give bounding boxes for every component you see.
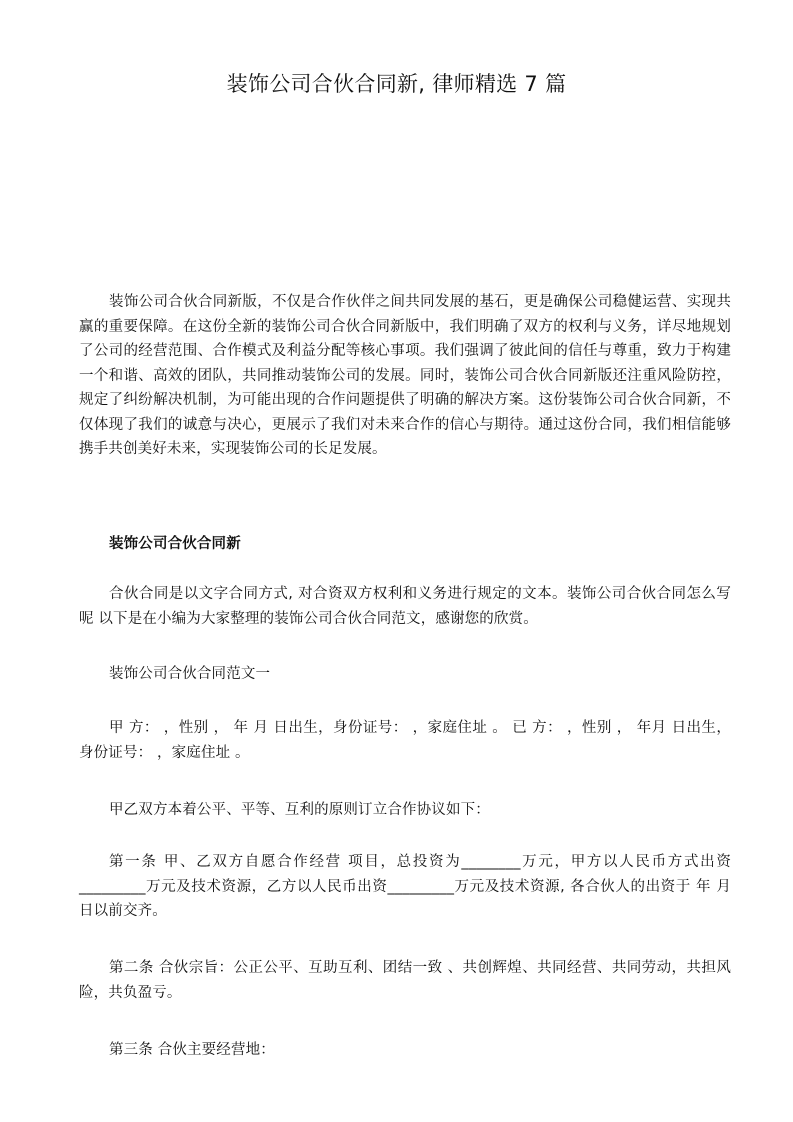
intro-paragraph: 装饰公司合伙合同新版，不仅是合作伙伴之间共同发展的基石，更是确保公司稳健运营、实现共赢的重要保障。在这份全新的装饰公司合伙合同新版中，我们明确了双方的权利与义务，详尽地规划了公司的经营范围、合作模式及利益分配等核心事项。我们强调了彼此间的信任与尊重，致力于构建一个和谐、高效的团队，共同推动装饰公司的发展。同时，装饰公司合伙合同新版还注重风险防控，规定了纠纷解决机制，为可能出现的合作问题提供了明确的解决方案。这份装饰公司合伙合同新，不仅体现了我们的诚意与决心，更展示了我们对未来合作的信心与期待。通过这份合同，我们相信能够携手共创美好未来，实现装饰公司的长足发展。 — [79, 294, 731, 457]
article-3: 第三条 合伙主要经营地： — [109, 1042, 275, 1058]
section-heading: 装饰公司合伙合同新 — [109, 536, 241, 552]
page-title: 装饰公司合伙合同新, 律师精选 7 篇 — [226, 72, 567, 96]
article-2: 第二条 合伙宗旨：公正公平、互助互利、团结一致 、共创辉煌、共同经营、共同劳动，共担风险，共负盈亏。 — [79, 960, 731, 1001]
parties-paragraph: 甲 方： ，性别 ， 年 月 日出生，身份证号： ，家庭住址 。 已 方： ，性别 ， 年月 日出生，身份证号： ，家庭住址 。 — [79, 720, 731, 761]
sample-title: 装饰公司合伙合同范文一 — [109, 666, 271, 682]
agreement-intro: 甲乙双方本着公平、平等、互利的原则订立合作协议如下： — [109, 802, 490, 818]
definition-paragraph: 合伙合同是以文字合同方式, 对合资双方权利和义务进行规定的文本。装饰公司合伙合同怎么写呢 以下是在小编为大家整理的装饰公司合伙合同范文，感谢您的欣赏。 — [79, 586, 731, 627]
article-1: 第一条 甲、乙双方自愿合作经营 项目，总投资为________万元，甲方以人民币方式出资_________万元及技术资源，乙方以人民币出资_________万元及技术资源, 各合伙人的出资于 年 月 日以前交齐。 — [79, 854, 731, 919]
